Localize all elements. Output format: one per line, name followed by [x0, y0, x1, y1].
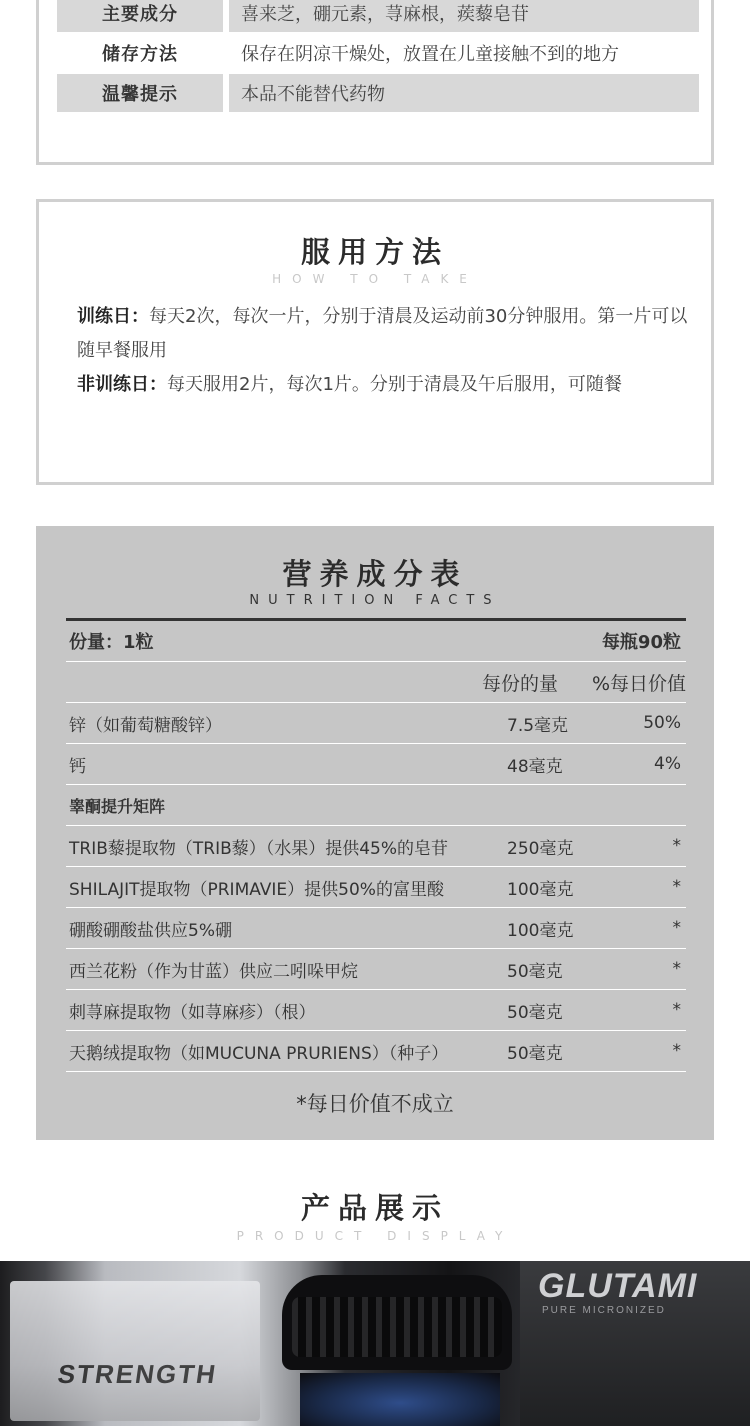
product-info-table — [36, 0, 714, 165]
serving-row — [66, 621, 686, 662]
nutrient-amount: 48毫克 — [507, 756, 563, 777]
background-product-right — [520, 1261, 750, 1426]
nutrient-amount: 50毫克 — [507, 961, 563, 982]
nutrient-dv: * — [672, 918, 681, 938]
nutrient-dv: * — [672, 1000, 681, 1020]
info-label: 温馨提示 — [57, 74, 223, 112]
column-headers — [66, 662, 686, 703]
product-label-right-sub: PURE MICRONIZED — [542, 1305, 666, 1316]
info-row-tips — [57, 74, 699, 112]
section-subtitle: NUTRITION FACTS — [249, 593, 501, 608]
group-header-row — [66, 785, 686, 826]
training-day-text: 每天2次，每次一片，分别于清晨及运动前30分钟服用。第一片可以随早餐服用 — [77, 306, 688, 361]
nutrient-amount: 50毫克 — [507, 1002, 563, 1023]
nutrient-dv: * — [672, 959, 681, 979]
product-display-title: 产品展示 — [300, 1191, 449, 1225]
nutrient-amount: 50毫克 — [507, 1043, 563, 1064]
nutrient-name: 钙 — [69, 756, 86, 777]
serving-size: 份量：1粒 — [69, 632, 154, 653]
nutrient-name: 刺荨麻提取物（如荨麻疹）（根） — [69, 1002, 316, 1023]
table-row — [66, 744, 686, 785]
product-photo — [0, 1261, 750, 1426]
nutrient-dv: * — [672, 836, 681, 856]
rest-day-text: 每天服用2片，每次1片。分别于清晨及午后服用，可随餐 — [167, 374, 622, 395]
section-title: 营养成分表 — [282, 557, 468, 591]
info-label: 主要成分 — [57, 0, 223, 32]
table-row — [66, 1031, 686, 1072]
nutrient-dv: * — [672, 1041, 681, 1061]
nutrient-name: 硼酸硼酸盐供应5%硼 — [69, 920, 232, 941]
product-label-right: GLUTAMI — [538, 1267, 698, 1305]
nutrient-amount: 250毫克 — [507, 838, 574, 859]
cap-ribs — [292, 1297, 502, 1357]
table-row — [66, 908, 686, 949]
bottle-cap — [282, 1275, 512, 1370]
header-daily-value: %每日价值 — [591, 672, 686, 695]
table-row — [66, 949, 686, 990]
rest-day-label: 非训练日： — [77, 374, 167, 395]
nutrient-dv: 4% — [654, 754, 681, 774]
nutrient-name: SHILAJIT提取物（PRIMAVIE）提供50%的富里酸 — [69, 879, 444, 900]
info-label: 储存方法 — [57, 34, 223, 72]
nutrient-name: 天鹅绒提取物（如MUCUNA PRURIENS）（种子） — [69, 1043, 449, 1064]
group-title: 睾酮提升矩阵 — [69, 796, 166, 816]
nutrient-dv: 50% — [643, 713, 681, 733]
info-value: 喜来芝，硼元素，荨麻根，蒺藜皂苷 — [229, 0, 699, 32]
nutrient-amount: 100毫克 — [507, 879, 574, 900]
daily-value-footnote: *每日价值不成立 — [296, 1092, 454, 1116]
nutrient-dv: * — [672, 877, 681, 897]
section-title: 服用方法 — [300, 235, 449, 269]
product-label-left: STRENGTH — [55, 1359, 220, 1389]
table-row — [66, 990, 686, 1031]
nutrient-name: 锌（如葡萄糖酸锌） — [69, 715, 222, 736]
nutrient-amount: 7.5毫克 — [507, 715, 569, 736]
header-amount: 每份的量 — [482, 672, 559, 695]
nutrient-name: 西兰花粉（作为甘蓝）供应二吲哚甲烷 — [69, 961, 358, 982]
nutrient-amount: 100毫克 — [507, 920, 574, 941]
how-to-take-section — [36, 199, 714, 485]
info-value: 保存在阴凉干燥处，放置在儿童接触不到的地方 — [229, 34, 699, 72]
background-product-left — [10, 1281, 260, 1421]
bottle-neck — [300, 1373, 500, 1426]
nutrition-facts-section — [36, 526, 714, 1140]
nutrition-table — [66, 618, 686, 1072]
dosage-instructions — [77, 300, 697, 402]
nutrient-name: TRIB藜提取物（TRIB藜）（水果）提供45%的皂苷 — [69, 838, 449, 859]
info-value: 本品不能替代药物 — [229, 74, 699, 112]
table-row — [66, 703, 686, 744]
training-day-label: 训练日： — [77, 306, 149, 327]
product-display-subtitle: PRODUCT DISPLAY — [236, 1229, 514, 1243]
table-row — [66, 826, 686, 867]
section-subtitle: HOW TO TAKE — [272, 272, 478, 286]
servings-per-container: 每瓶90粒 — [601, 632, 681, 653]
info-row-storage — [57, 34, 699, 72]
table-row — [66, 867, 686, 908]
info-row-ingredients — [57, 0, 699, 32]
